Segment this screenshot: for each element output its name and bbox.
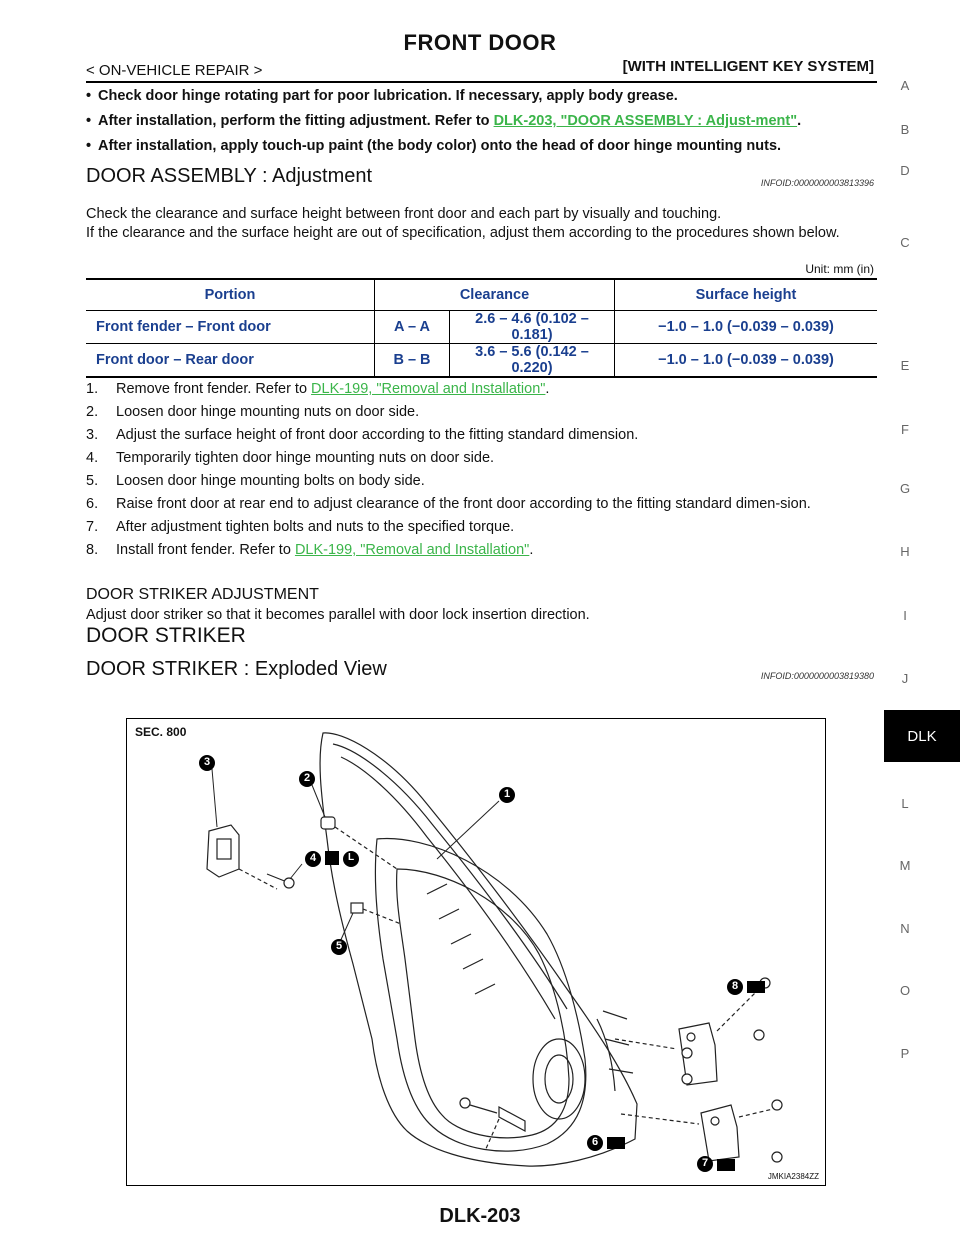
- table-cell: −1.0 – 1.0 (−0.039 – 0.039): [615, 344, 878, 378]
- inner-panel-slots: [427, 884, 495, 994]
- side-index-active-tab[interactable]: DLK: [884, 710, 960, 762]
- intro-bullets: [86, 87, 878, 162]
- section-heading-door-striker: DOOR STRIKER: [86, 624, 246, 647]
- subheading-striker-adjustment: DOOR STRIKER ADJUSTMENT: [86, 586, 319, 603]
- paragraph: If the clearance and the surface height are out of specification, adjust them according to the procedures shown below.: [86, 225, 840, 241]
- window-frame-inner: [341, 757, 555, 1019]
- door-check-pin: [351, 903, 401, 924]
- list-item: 2. Loosen door hinge mounting nuts on door side.: [86, 404, 420, 420]
- callout-leader: [290, 864, 302, 879]
- paragraph: Check the clearance and surface height between front door and each part by visually and touching.: [86, 206, 722, 222]
- table-cell: 3.6 – 5.6 (0.142 – 0.220): [450, 344, 615, 378]
- check-bolt-shaft: [470, 1105, 497, 1113]
- leader-line: [739, 1109, 773, 1117]
- callout-letter: L: [347, 852, 355, 863]
- check-link-body: [499, 1107, 525, 1131]
- side-index-letter[interactable]: E: [900, 358, 910, 373]
- exploded-view-figure: [126, 718, 826, 1186]
- side-index-letter[interactable]: D: [900, 163, 910, 178]
- torque-icon: [747, 981, 765, 993]
- bullet-item: • After installation, perform the fitting adjustment. Refer to DLK-203, "DOOR ASSEMBLY : Adjust-ment".: [86, 112, 878, 131]
- side-index-letter[interactable]: A: [900, 78, 910, 93]
- door-check-link: [460, 1098, 525, 1151]
- hinge-hole: [711, 1117, 719, 1125]
- table-cell: −1.0 – 1.0 (−0.039 – 0.039): [615, 311, 878, 344]
- list-item: 4. Temporarily tighten door hinge mounting nuts on door side.: [86, 450, 495, 466]
- callout-leader: [437, 801, 499, 859]
- list-item: 3. Adjust the surface height of front door according to the fitting standard dimension.: [86, 427, 639, 443]
- table-cell: A – A: [375, 311, 450, 344]
- callout-leader: [312, 785, 325, 817]
- leader-line: [717, 989, 759, 1031]
- hinge-bolt: [772, 1100, 782, 1110]
- cap-body: [321, 817, 335, 829]
- table-row: [86, 311, 877, 344]
- symbol-icons: [325, 851, 765, 1171]
- table-cell: B – B: [375, 344, 450, 378]
- leader-line: [239, 869, 277, 889]
- side-index-letter[interactable]: H: [900, 544, 910, 559]
- link-removal-installation[interactable]: DLK-199, "Removal and Installation": [294, 542, 530, 558]
- window-frame-outer: [333, 744, 567, 1009]
- callout-markers: [199, 755, 743, 1172]
- check-bolt: [460, 1098, 470, 1108]
- hinge-nut: [754, 1030, 764, 1040]
- column-header: Surface height: [615, 279, 878, 311]
- side-index-letter[interactable]: G: [899, 481, 911, 496]
- callout-number: 7: [701, 1157, 709, 1169]
- side-index-letter[interactable]: O: [899, 983, 911, 998]
- table-row: [86, 344, 877, 378]
- hinge-nut: [682, 1074, 692, 1084]
- hinge-hole: [687, 1033, 695, 1041]
- side-index-letter[interactable]: N: [900, 921, 910, 936]
- clearance-table: [86, 278, 877, 378]
- info-id: INFOID:0000000003813396: [760, 178, 874, 188]
- callout-number: 2: [303, 772, 311, 784]
- grease-icon: [325, 851, 339, 865]
- hinge-nut: [772, 1152, 782, 1162]
- side-index-letter[interactable]: P: [900, 1046, 910, 1061]
- door-outer-panel: [320, 733, 637, 1166]
- bullet-item: • After installation, apply touch-up paint (the body color) onto the head of door hinge mounting nuts.: [86, 137, 878, 156]
- figure-code: JMKIA2384ZZ: [767, 1172, 819, 1181]
- striker-loop: [217, 839, 231, 859]
- unit-label: Unit: mm (in): [805, 262, 874, 276]
- link-door-assembly-adjustment[interactable]: DLK-203, "DOOR ASSEMBLY : Adjust-ment": [493, 113, 798, 129]
- hinge-nut: [682, 1048, 692, 1058]
- side-index-letter[interactable]: L: [901, 796, 909, 811]
- leader-line: [485, 1119, 499, 1151]
- page-title: FRONT DOOR: [403, 30, 557, 55]
- lower-door-hinge: [621, 1074, 782, 1162]
- hinge-side-edge: [597, 1011, 633, 1091]
- figure-section-label: SEC. 800: [135, 725, 187, 739]
- callout-number: 4: [309, 852, 317, 864]
- upper-door-hinge: [615, 978, 770, 1085]
- bullet-item: • Check door hinge rotating part for poor lubrication. If necessary, apply body grease.: [86, 87, 878, 106]
- leader-line: [621, 1114, 699, 1124]
- column-header: Clearance: [375, 279, 615, 311]
- list-item: 8. Install front fender. Refer to DLK-199, "Removal and Installation".: [86, 542, 534, 558]
- callout-number: 8: [731, 980, 739, 992]
- callout-number: 5: [335, 940, 343, 952]
- callout-number: 6: [591, 1136, 599, 1148]
- list-item: 6. Raise front door at rear end to adjust clearance of the front door according to the fitting standard dimen-sion.: [86, 496, 811, 512]
- lower-hinge-body: [701, 1105, 739, 1161]
- torque-icon: [607, 1137, 625, 1149]
- list-item: 1. Remove front fender. Refer to DLK-199, "Removal and Installation".: [86, 381, 550, 397]
- paragraph: Adjust door striker so that it becomes parallel with door lock insertion direction.: [86, 607, 590, 623]
- door-striker: [207, 825, 277, 889]
- door-striker-illustration: [127, 719, 825, 1185]
- header-system-label: [WITH INTELLIGENT KEY SYSTEM]: [622, 58, 874, 75]
- side-index-letter[interactable]: I: [903, 608, 907, 623]
- info-id: INFOID:0000000003819380: [760, 671, 874, 681]
- list-item: 5. Loosen door hinge mounting bolts on body side.: [86, 473, 425, 489]
- bolt-head: [284, 878, 294, 888]
- side-index-letter[interactable]: F: [901, 422, 909, 437]
- table-cell: 2.6 – 4.6 (0.102 – 0.181): [450, 311, 615, 344]
- link-removal-installation[interactable]: DLK-199, "Removal and Installation": [311, 381, 546, 397]
- section-heading-exploded-view: DOOR STRIKER : Exploded View: [86, 658, 387, 680]
- leader-line: [363, 909, 401, 924]
- callout-leader: [212, 769, 217, 827]
- side-index-letter[interactable]: B: [900, 122, 910, 137]
- column-header: Portion: [204, 287, 256, 303]
- table-header-row: [86, 279, 877, 311]
- header-rule: [86, 81, 877, 83]
- side-index-letter[interactable]: C: [900, 235, 910, 250]
- procedure-steps: [86, 380, 878, 564]
- callout-number: 1: [503, 788, 511, 800]
- side-index-letter[interactable]: J: [901, 671, 909, 686]
- section-heading-door-assembly: DOOR ASSEMBLY : Adjustment: [86, 165, 373, 187]
- door-outline: [320, 733, 637, 1166]
- list-item: 7. After adjustment tighten bolts and nuts to the specified torque.: [86, 519, 515, 535]
- speaker-opening: [533, 1039, 585, 1119]
- table-cell: Front door – Rear door: [96, 352, 254, 368]
- page-number: DLK-203: [439, 1205, 521, 1227]
- header-section-label: < ON-VEHICLE REPAIR >: [86, 62, 263, 79]
- table-cell: Front fender – Front door: [96, 319, 271, 335]
- side-index-letter[interactable]: M: [899, 858, 911, 873]
- torque-icon: [717, 1159, 735, 1171]
- pin-body: [351, 903, 363, 913]
- callout-number: 3: [203, 756, 211, 768]
